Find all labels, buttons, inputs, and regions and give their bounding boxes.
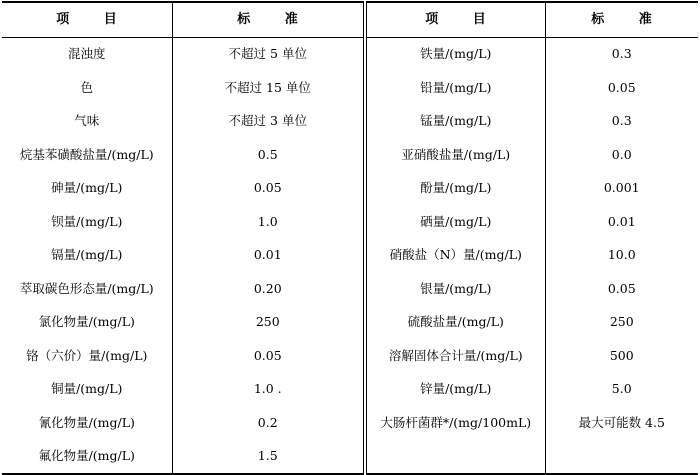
right-standard-cell: 0.001 xyxy=(603,180,640,195)
table-row xyxy=(2,272,698,306)
table-row xyxy=(2,306,698,340)
left-standard-cell: 1.5 xyxy=(172,440,365,475)
left-standard-cell: 不超过 15 单位 xyxy=(172,71,365,105)
left-standard-cell: 0.05 xyxy=(172,172,365,206)
table-body xyxy=(2,37,698,474)
table-row xyxy=(2,239,698,273)
header-item-right xyxy=(365,2,545,37)
right-item-cell: 锌量/(mg/L) xyxy=(365,373,545,407)
left-item-cell: 色 xyxy=(2,71,172,105)
table-row xyxy=(2,138,698,172)
left-item-cell: 萃取碳色形态量/(mg/L) xyxy=(2,272,172,306)
left-standard-cell: 1.0 xyxy=(172,205,365,239)
left-standard-cell: 250 xyxy=(172,306,365,340)
right-standard-cell xyxy=(545,440,698,475)
left-standard-cell: 0.20 xyxy=(172,272,365,306)
table-row xyxy=(2,105,698,139)
left-item-cell: 气味 xyxy=(2,105,172,139)
right-item-cell: 锰量/(mg/L) xyxy=(365,105,545,139)
right-standard-cell: 500 xyxy=(609,347,634,363)
left-standard-cell: 1.0 . xyxy=(172,373,365,407)
left-item-cell: 钡量/(mg/L) xyxy=(2,205,172,239)
water-quality-standards-table xyxy=(2,1,698,475)
right-item-cell: 铅量/(mg/L) xyxy=(365,71,545,105)
left-item-cell: 氯化物量/(mg/L) xyxy=(2,306,172,340)
header-standard-char-b: 准 xyxy=(284,12,299,28)
right-standard-cell: 10.0 xyxy=(607,247,636,262)
right-standard-cell: 0.0 xyxy=(611,146,632,162)
table-row xyxy=(2,205,698,239)
right-standard-cell: 0.3 xyxy=(611,113,632,128)
right-standard-cell: 0.05 xyxy=(607,280,636,296)
right-item-cell: 硫酸盐量/(mg/L) xyxy=(365,306,545,340)
right-standard-cell: 0.3 xyxy=(611,46,632,61)
right-item-cell: 亚硝酸盐量/(mg/L) xyxy=(365,138,545,172)
left-standard-cell: 0.5 xyxy=(172,138,365,172)
header-standard-char-b: 准 xyxy=(638,12,653,28)
table-row xyxy=(2,172,698,206)
table-row xyxy=(2,37,698,71)
table-row xyxy=(2,440,698,475)
left-item-cell: 镉量/(mg/L) xyxy=(2,239,172,273)
left-standard-cell: 不超过 5 单位 xyxy=(172,37,365,71)
left-item-cell: 混浊度 xyxy=(2,37,172,71)
left-standard-cell: 0.2 xyxy=(172,406,365,440)
header-item-char-b: 目 xyxy=(472,12,487,28)
right-item-cell: 大肠杆菌群*/(mg/100mL) xyxy=(365,406,545,440)
left-standard-cell: 不超过 3 单位 xyxy=(172,105,365,139)
right-standard-cell: 0.05 xyxy=(607,79,636,95)
table-row xyxy=(2,339,698,373)
right-item-cell: 酚量/(mg/L) xyxy=(365,172,545,206)
right-item-cell: 溶解固体合计量/(mg/L) xyxy=(365,339,545,373)
left-standard-cell: 0.01 xyxy=(172,239,365,273)
left-item-cell: 氟化物量/(mg/L) xyxy=(2,440,172,475)
header-item-char-a: 项 xyxy=(425,12,439,28)
table-row xyxy=(2,406,698,440)
right-item-cell: 硒量/(mg/L) xyxy=(365,205,545,239)
right-standard-cell: 0.01 xyxy=(607,213,636,229)
header-item-left xyxy=(2,2,172,37)
header-standard-char-a: 标 xyxy=(237,12,251,28)
right-standard-cell: 250 xyxy=(609,314,634,329)
left-item-cell: 砷量/(mg/L) xyxy=(2,172,172,206)
table-header-row xyxy=(2,2,698,37)
right-item-cell: 银量/(mg/L) xyxy=(365,272,545,306)
header-standard-right xyxy=(545,2,698,37)
header-item-char-a: 项 xyxy=(56,12,70,28)
left-item-cell: 氰化物量/(mg/L) xyxy=(2,406,172,440)
header-standard-left xyxy=(172,2,365,37)
left-item-cell: 铜量/(mg/L) xyxy=(2,373,172,407)
right-item-cell: 硝酸盐（N）量/(mg/L) xyxy=(365,239,545,273)
right-item-cell xyxy=(365,440,545,475)
right-standard-cell: 最大可能数 4.5 xyxy=(578,414,665,430)
left-item-cell: 铬（六价）量/(mg/L) xyxy=(2,339,172,373)
header-item-char-b: 目 xyxy=(103,12,118,28)
left-standard-cell: 0.05 xyxy=(172,339,365,373)
header-standard-char-a: 标 xyxy=(591,12,605,28)
right-item-cell: 铁量/(mg/L) xyxy=(365,37,545,71)
table-row xyxy=(2,373,698,407)
table-row xyxy=(2,71,698,105)
left-item-cell: 烷基苯磺酸盐量/(mg/L) xyxy=(2,138,172,172)
right-standard-cell: 5.0 xyxy=(611,381,632,396)
